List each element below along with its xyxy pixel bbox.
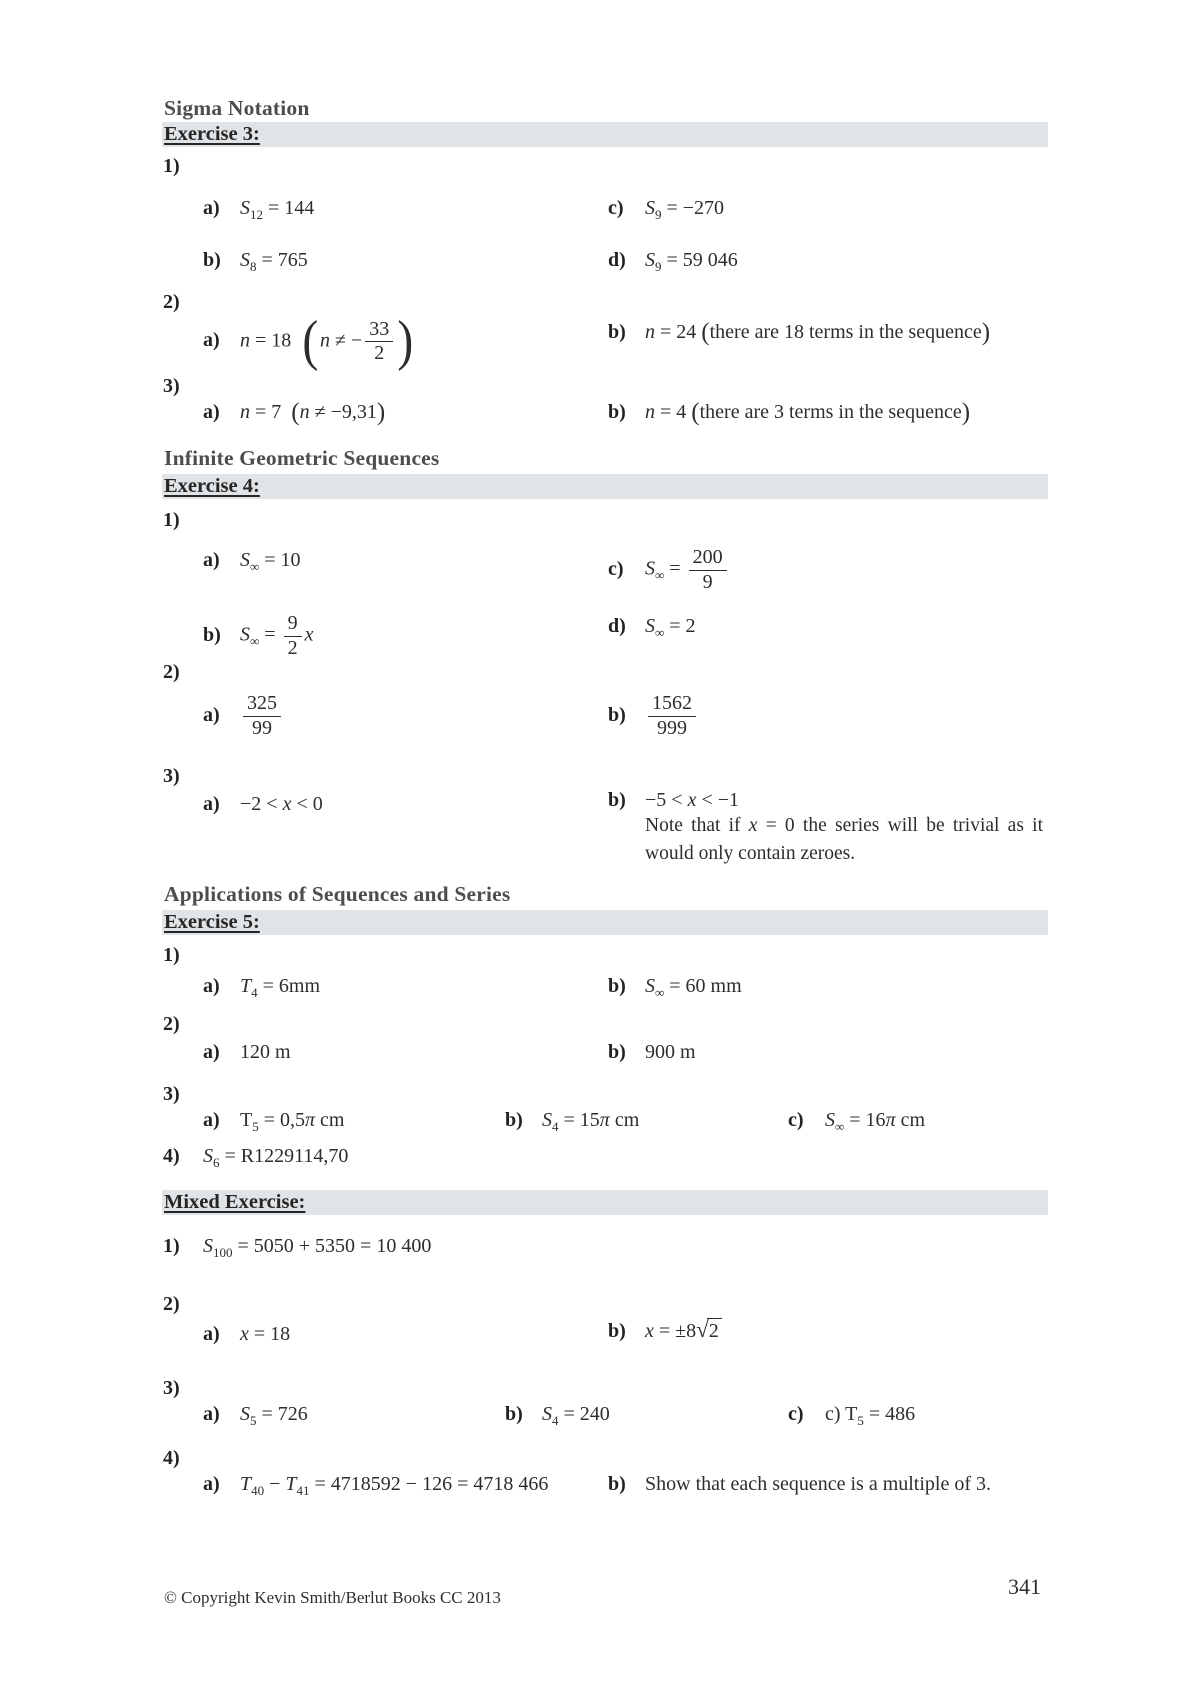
note-text bbox=[645, 812, 1043, 868]
big-paren: ) bbox=[397, 310, 414, 372]
item-number: 3) bbox=[163, 375, 180, 397]
tall-paren: ( bbox=[691, 399, 700, 426]
answer-label: a) bbox=[203, 975, 220, 997]
math-variable: S bbox=[645, 557, 655, 580]
answer-label: a) bbox=[203, 703, 220, 726]
fraction-denominator: 99 bbox=[252, 716, 272, 739]
answer bbox=[608, 318, 990, 346]
item-row bbox=[163, 288, 203, 316]
fraction-numerator: 33 bbox=[365, 319, 393, 343]
item-number: 2) bbox=[163, 291, 180, 313]
answer-label: b) bbox=[608, 1320, 626, 1342]
math-variable: S bbox=[645, 615, 655, 637]
note-line-2 bbox=[645, 840, 1043, 868]
item-row bbox=[163, 372, 203, 400]
item-number: 1) bbox=[163, 155, 180, 177]
math-text: cm bbox=[315, 1109, 345, 1131]
answer-label: a) bbox=[203, 401, 220, 423]
math-subscript: 8 bbox=[250, 259, 257, 274]
answer-label: c) bbox=[788, 1403, 804, 1425]
item-number: 2) bbox=[163, 661, 180, 683]
math-subscript: ∞ bbox=[655, 985, 665, 1000]
answer bbox=[608, 547, 730, 593]
fraction-numerator: 325 bbox=[243, 693, 281, 717]
math-text: there are 3 terms in the sequence bbox=[699, 401, 962, 423]
answer bbox=[203, 1320, 290, 1348]
answer-label: a) bbox=[203, 793, 220, 815]
math-text: 120 m bbox=[240, 1041, 291, 1063]
math-variable: S bbox=[203, 1235, 213, 1257]
answer-label: c) bbox=[788, 1109, 804, 1131]
math-text: < −1 bbox=[696, 789, 740, 811]
item-number: 3) bbox=[163, 1083, 180, 1105]
answer bbox=[608, 786, 739, 814]
math-variable: x bbox=[304, 623, 314, 646]
answer bbox=[203, 790, 323, 818]
math-text: Show that each sequence is a multiple of 3. bbox=[645, 1473, 992, 1495]
item-row bbox=[163, 1444, 203, 1472]
answer-label: d) bbox=[608, 249, 626, 271]
math-subscript: 100 bbox=[213, 1245, 233, 1260]
answer-label: b) bbox=[608, 1473, 626, 1495]
answer-label: b) bbox=[505, 1109, 523, 1131]
footer-copyright: © Copyright Kevin Smith/Berlut Books CC 2013 bbox=[164, 1588, 501, 1607]
exercise-highlight-bar bbox=[162, 122, 1048, 147]
answer-label: b) bbox=[608, 321, 626, 343]
math-variable: S bbox=[203, 1145, 213, 1167]
item-number: 4) bbox=[163, 1447, 180, 1469]
math-variable: n bbox=[645, 401, 655, 423]
math-variable: T bbox=[285, 1473, 297, 1495]
math-subscript: ∞ bbox=[655, 567, 665, 583]
math-variable: T bbox=[240, 975, 252, 997]
math-subscript: ∞ bbox=[835, 1119, 845, 1134]
math-subscript: 40 bbox=[251, 1483, 265, 1498]
item-number: 4) bbox=[163, 1145, 180, 1167]
answer bbox=[203, 246, 308, 281]
math-text: = 4 bbox=[655, 401, 692, 423]
exercise-label: Exercise 3: bbox=[164, 123, 260, 145]
math-variable: n bbox=[299, 401, 310, 423]
math-variable: x bbox=[282, 793, 292, 815]
item-row bbox=[163, 1080, 203, 1108]
answer bbox=[203, 1400, 308, 1435]
fraction-denominator: 9 bbox=[702, 570, 713, 593]
math-text: = 240 bbox=[558, 1403, 610, 1425]
answer-label: a) bbox=[203, 1403, 220, 1425]
fraction-denominator: 2 bbox=[374, 342, 385, 365]
answer-label: b) bbox=[203, 249, 221, 271]
math-text: − bbox=[264, 1473, 286, 1495]
math-text: T bbox=[240, 1109, 253, 1131]
item-row bbox=[163, 658, 203, 686]
math-subscript: 9 bbox=[655, 259, 662, 274]
answer bbox=[608, 612, 696, 647]
math-variable: n bbox=[240, 329, 250, 352]
fraction-denominator: 999 bbox=[657, 716, 687, 739]
math-variable: S bbox=[542, 1109, 552, 1131]
math-variable: x bbox=[240, 1323, 249, 1345]
answer bbox=[608, 398, 970, 426]
answer-label: b) bbox=[608, 703, 626, 726]
answer-label: b) bbox=[608, 789, 626, 811]
math-variable: S bbox=[240, 249, 250, 271]
exercise-highlight-bar bbox=[162, 474, 1048, 499]
item-number: 3) bbox=[163, 1377, 180, 1399]
tall-paren: ) bbox=[981, 319, 991, 346]
item-number: 2) bbox=[163, 1293, 180, 1315]
answer bbox=[203, 693, 284, 739]
math-variable: π bbox=[599, 1109, 610, 1131]
math-variable: T bbox=[240, 1473, 252, 1495]
answer-label: d) bbox=[608, 615, 626, 637]
math-text: = 5050 + 5350 = 10 400 bbox=[232, 1235, 432, 1257]
radicand: 2 bbox=[707, 1318, 722, 1342]
answer-label: b) bbox=[608, 401, 626, 423]
item-row bbox=[163, 152, 203, 180]
math-subscript: 12 bbox=[250, 207, 263, 222]
math-text: cm bbox=[609, 1109, 640, 1131]
radical-sign: √ bbox=[696, 1317, 709, 1342]
math-text: there are 18 terms in the sequence bbox=[709, 321, 982, 343]
math-text: Note that if bbox=[645, 815, 749, 836]
answer-label: a) bbox=[203, 329, 220, 352]
answer-label: b) bbox=[203, 623, 221, 646]
answer bbox=[608, 1316, 722, 1345]
math-text: = 4718592 − 126 = 4718 466 bbox=[309, 1473, 549, 1495]
math-text: −2 < bbox=[240, 793, 283, 815]
math-text: ≠ − bbox=[329, 329, 363, 352]
exercise-highlight-bar bbox=[162, 1190, 1048, 1215]
item-row bbox=[163, 1232, 431, 1267]
answer bbox=[203, 972, 320, 1007]
fraction-numerator: 1562 bbox=[648, 693, 696, 717]
math-fraction bbox=[365, 319, 393, 365]
item-row bbox=[163, 762, 203, 790]
math-text: = 726 bbox=[256, 1403, 308, 1425]
answer bbox=[203, 1470, 548, 1505]
math-variable: S bbox=[645, 975, 655, 997]
answer bbox=[608, 972, 742, 1007]
math-text: = 60 mm bbox=[664, 975, 742, 997]
math-subscript: 5 bbox=[250, 1413, 257, 1428]
answer-label: a) bbox=[203, 1473, 220, 1495]
answer bbox=[788, 1106, 925, 1141]
math-subscript: 6 bbox=[213, 1155, 220, 1170]
math-fraction bbox=[648, 693, 696, 739]
math-variable: S bbox=[240, 549, 250, 571]
math-variable: x bbox=[748, 815, 758, 836]
math-subscript: 9 bbox=[655, 207, 662, 222]
item-row bbox=[163, 1374, 203, 1402]
answer bbox=[203, 398, 385, 426]
math-text: c) T bbox=[825, 1403, 858, 1425]
math-variable: n bbox=[240, 401, 250, 423]
math-variable: π bbox=[305, 1109, 316, 1131]
math-fraction bbox=[243, 693, 281, 739]
math-text: = 765 bbox=[256, 249, 308, 271]
math-subscript: 4 bbox=[552, 1413, 559, 1428]
math-sqrt bbox=[696, 1316, 722, 1345]
answer bbox=[203, 1038, 291, 1066]
math-variable: S bbox=[645, 197, 655, 219]
answer-label: a) bbox=[203, 549, 220, 571]
exercise-label: Exercise 4: bbox=[164, 475, 260, 497]
answer-label: b) bbox=[505, 1403, 523, 1425]
math-text: = 0 the series will be trivial as it bbox=[757, 815, 1044, 836]
answer-label: a) bbox=[203, 1041, 220, 1063]
math-fraction bbox=[284, 613, 302, 659]
math-variable: S bbox=[240, 623, 250, 646]
item-number: 1) bbox=[163, 944, 180, 966]
math-text: = 6mm bbox=[257, 975, 321, 997]
note-line-1 bbox=[645, 812, 1043, 840]
math-text: = bbox=[259, 623, 281, 646]
math-text: ≠ −9,31 bbox=[309, 401, 377, 423]
item-row bbox=[163, 1142, 348, 1177]
math-text: = ±8 bbox=[653, 1320, 697, 1342]
math-text: = 59 046 bbox=[661, 249, 738, 271]
math-text: = 18 bbox=[248, 1323, 291, 1345]
math-variable: S bbox=[542, 1403, 552, 1425]
math-subscript: ∞ bbox=[250, 633, 260, 649]
math-variable: n bbox=[645, 321, 655, 343]
math-subscript: 4 bbox=[552, 1119, 559, 1134]
math-text: < 0 bbox=[291, 793, 323, 815]
math-variable: S bbox=[240, 197, 250, 219]
item-row bbox=[163, 941, 203, 969]
tall-paren: ( bbox=[701, 319, 710, 346]
item-number: 3) bbox=[163, 765, 180, 787]
answer bbox=[608, 246, 738, 281]
math-variable: π bbox=[885, 1109, 896, 1131]
answer bbox=[505, 1106, 639, 1141]
math-text: = 2 bbox=[664, 615, 696, 637]
math-subscript: 41 bbox=[296, 1483, 310, 1498]
math-variable: S bbox=[645, 249, 655, 271]
math-text: = 15 bbox=[558, 1109, 600, 1131]
item-number: 1) bbox=[163, 1235, 180, 1257]
math-variable: S bbox=[240, 1403, 250, 1425]
math-subscript: ∞ bbox=[250, 559, 260, 574]
math-subscript: 5 bbox=[857, 1413, 864, 1428]
answer bbox=[203, 1106, 344, 1141]
item-number: 2) bbox=[163, 1013, 180, 1035]
section-heading: Applications of Sequences and Series bbox=[164, 882, 511, 906]
answer-label: a) bbox=[203, 197, 220, 219]
answer-label: a) bbox=[203, 1323, 220, 1345]
tall-paren: ( bbox=[291, 399, 300, 426]
answer bbox=[608, 1038, 696, 1066]
math-text: = 10 bbox=[259, 549, 301, 571]
math-subscript: 4 bbox=[251, 985, 258, 1000]
math-text: = 24 bbox=[655, 321, 702, 343]
math-subscript: ∞ bbox=[655, 625, 665, 640]
math-variable: x bbox=[645, 1320, 654, 1342]
exercise-label: Mixed Exercise: bbox=[164, 1191, 306, 1213]
math-text: = bbox=[664, 557, 686, 580]
answer-label: b) bbox=[608, 975, 626, 997]
math-text: would only contain zeroes. bbox=[645, 843, 856, 864]
math-text: cm bbox=[895, 1109, 926, 1131]
item-number: 1) bbox=[163, 509, 180, 531]
page-number: 341 bbox=[1008, 1574, 1041, 1599]
answer-label: c) bbox=[608, 197, 624, 219]
answer bbox=[788, 1400, 915, 1435]
answer bbox=[203, 194, 314, 229]
math-text: = 16 bbox=[844, 1109, 886, 1131]
exercise-highlight-bar bbox=[162, 910, 1048, 935]
answer bbox=[203, 310, 415, 372]
tall-paren: ) bbox=[376, 399, 386, 426]
answer bbox=[608, 693, 699, 739]
answer-label: c) bbox=[608, 557, 624, 580]
answer bbox=[608, 1470, 991, 1498]
math-text: = 486 bbox=[863, 1403, 916, 1425]
math-text: = −270 bbox=[661, 197, 725, 219]
math-variable: n bbox=[319, 329, 330, 352]
answer bbox=[505, 1400, 610, 1435]
math-text: = R1229114,70 bbox=[219, 1145, 349, 1167]
math-text: 900 m bbox=[645, 1041, 696, 1063]
tall-paren: ) bbox=[961, 399, 971, 426]
exercise-label: Exercise 5: bbox=[164, 911, 260, 933]
math-text: = 18 bbox=[250, 329, 302, 352]
fraction-denominator: 2 bbox=[287, 636, 298, 659]
answer-label: b) bbox=[608, 1041, 626, 1063]
fraction-numerator: 200 bbox=[689, 547, 727, 571]
math-fraction bbox=[689, 547, 727, 593]
math-text: −5 < bbox=[645, 789, 688, 811]
big-paren: ( bbox=[302, 310, 319, 372]
answer-label: a) bbox=[203, 1109, 220, 1131]
math-text: = 0,5 bbox=[258, 1109, 305, 1131]
section-heading: Infinite Geometric Sequences bbox=[164, 446, 440, 470]
answer bbox=[608, 194, 724, 229]
section-heading: Sigma Notation bbox=[164, 96, 310, 120]
item-row bbox=[163, 1290, 203, 1318]
item-row bbox=[163, 506, 203, 534]
answer bbox=[203, 613, 313, 659]
item-row bbox=[163, 1010, 203, 1038]
math-subscript: 5 bbox=[252, 1119, 259, 1134]
math-text: = 7 bbox=[250, 401, 292, 423]
fraction-numerator: 9 bbox=[284, 613, 302, 637]
math-variable: x bbox=[687, 789, 697, 811]
math-variable: S bbox=[825, 1109, 835, 1131]
answer bbox=[203, 546, 301, 581]
math-text: = 144 bbox=[263, 197, 315, 219]
